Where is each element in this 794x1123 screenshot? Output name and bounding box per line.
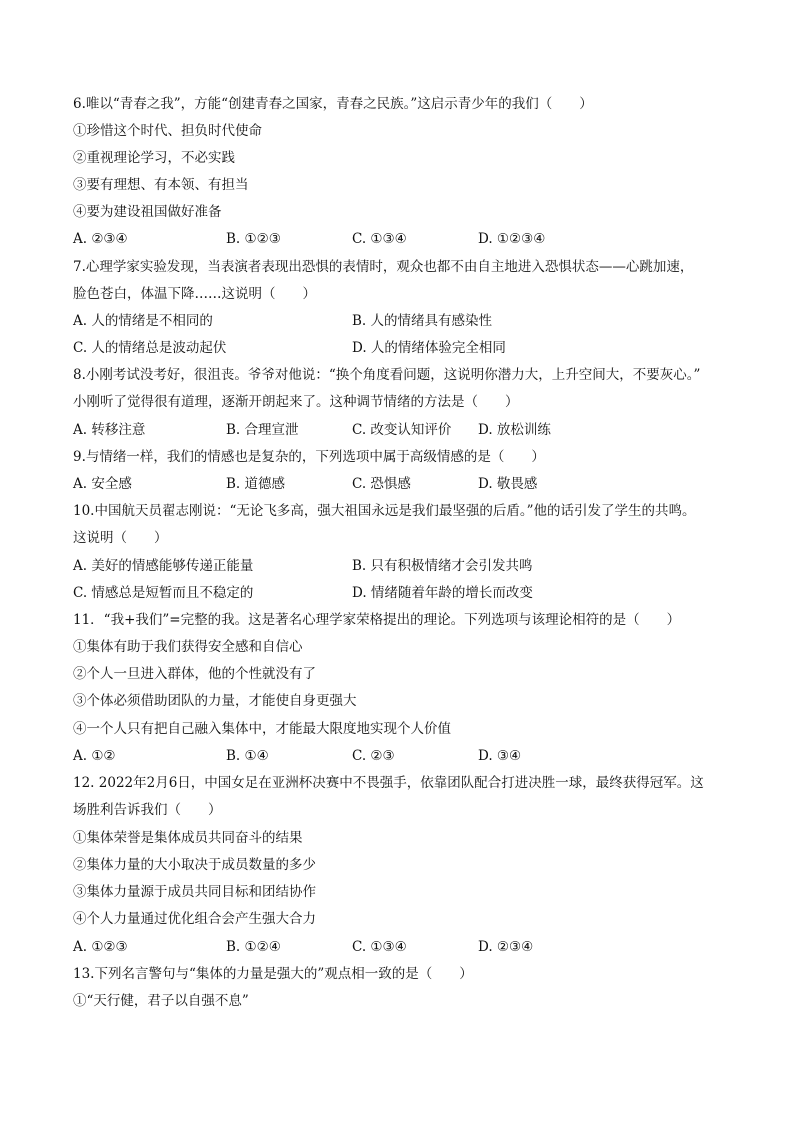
- question-6-option-b: B. ①②③: [226, 231, 281, 247]
- question-6-item-4: ④要为建设祖国做好准备: [73, 204, 222, 220]
- question-12-option-b: B. ①②④: [226, 939, 281, 955]
- question-6-item-3: ③要有理想、有本领、有担当: [73, 177, 249, 193]
- question-8-stem-line-1: 8.小刚考试没考好，很沮丧。爷爷对他说：“换个角度看问题，这说明你潜力大，上升空间大，不要灰心。”: [73, 367, 701, 383]
- question-12-stem-line-1: 12. 2022年2月6日，中国女足在亚洲杯决赛中不畏强手，依靠团队配合打进决胜一球，最终获得冠军。这: [73, 775, 704, 791]
- question-10-option-b: B. 只有积极情绪才会引发共鸣: [352, 558, 533, 574]
- question-13-item-1: ①“天行健，君子以自强不息”: [73, 993, 249, 1009]
- question-7-option-b: B. 人的情绪具有感染性: [352, 313, 493, 329]
- question-7-option-a: A. 人的情绪是不相同的: [73, 313, 213, 329]
- question-12-item-4: ④个人力量通过优化组合会产生强大合力: [73, 911, 316, 927]
- question-11-item-3: ③个体必须借助团队的力量，才能使自身更强大: [73, 693, 357, 709]
- question-11-item-2: ②个人一旦进入群体，他的个性就没有了: [73, 666, 316, 682]
- question-8-option-a: A. 转移注意: [73, 422, 146, 438]
- question-7-option-d: D. 人的情绪体验完全相同: [352, 340, 506, 356]
- question-6-option-c: C. ①③④: [352, 231, 407, 247]
- question-6-item-2: ②重视理论学习，不必实践: [73, 150, 235, 166]
- question-8-option-d: D. 放松训练: [478, 422, 551, 438]
- question-13-stem: 13.下列名言警句与“集体的力量是强大的”观点相一致的是（ ）: [73, 966, 473, 982]
- question-12-item-1: ①集体荣誉是集体成员共同奋斗的结果: [73, 830, 303, 846]
- question-8-stem-line-2: 小刚听了觉得很有道理，逐渐开朗起来了。这种调节情绪的方法是（ ）: [73, 394, 519, 410]
- question-10-option-d: D. 情绪随着年龄的增长而改变: [352, 585, 533, 601]
- question-12-option-a: A. ①②③: [73, 939, 128, 955]
- question-12-stem-line-2: 场胜利告诉我们（ ）: [73, 802, 222, 818]
- question-11-option-d: D. ③④: [478, 748, 522, 764]
- question-10-stem-line-1: 10.中国航天员翟志刚说：“无论飞多高，强大祖国永远是我们最坚强的后盾。”他的话引发了学生的共鸣。: [73, 503, 696, 519]
- question-11-stem: 11．“我+我们”=完整的我。这是著名心理学家荣格提出的理论。下列选项与该理论相符的是（ ）: [73, 612, 681, 628]
- question-9-option-d: D. 敬畏感: [478, 476, 538, 492]
- question-8-option-c: C. 改变认知评价: [352, 422, 452, 438]
- question-11-item-4: ④一个人只有把自己融入集体中，才能最大限度地实现个人价值: [73, 721, 451, 737]
- question-6-option-d: D. ①②③④: [478, 231, 546, 247]
- question-8-option-b: B. 合理宣泄: [226, 422, 299, 438]
- question-10-option-a: A. 美好的情感能够传递正能量: [73, 558, 254, 574]
- question-11-option-c: C. ②③: [352, 748, 395, 764]
- question-9-option-c: C. 恐惧感: [352, 476, 411, 492]
- question-12-item-3: ③集体力量源于成员共同目标和团结协作: [73, 884, 316, 900]
- question-11-option-b: B. ①④: [226, 748, 269, 764]
- question-11-item-1: ①集体有助于我们获得安全感和自信心: [73, 639, 303, 655]
- question-11-option-a: A. ①②: [73, 748, 116, 764]
- question-6-item-1: ①珍惜这个时代、担负时代使命: [73, 123, 262, 139]
- question-7-stem-line-1: 7.心理学家实验发现，当表演者表现出恐惧的表情时，观众也都不由自主地进入恐惧状态——心跳加速，: [73, 259, 694, 275]
- question-12-item-2: ②集体力量的大小取决于成员数量的多少: [73, 857, 316, 873]
- question-9-stem: 9.与情绪一样，我们的情感也是复杂的，下列选项中属于高级情感的是（ ）: [73, 449, 545, 465]
- question-10-option-c: C. 情感总是短暂而且不稳定的: [73, 585, 254, 601]
- question-10-stem-line-2: 这说明（ ）: [73, 530, 168, 546]
- question-9-option-a: A. 安全感: [73, 476, 132, 492]
- question-12-option-d: D. ②③④: [478, 939, 534, 955]
- question-9-option-b: B. 道德感: [226, 476, 286, 492]
- question-7-option-c: C. 人的情绪总是波动起伏: [73, 340, 227, 356]
- question-6-stem: 6.唯以“青春之我”，方能“创建青春之国家，青春之民族。”这启示青少年的我们（ ）: [73, 96, 593, 112]
- question-6-option-a: A. ②③④: [73, 231, 128, 247]
- question-12-option-c: C. ①③④: [352, 939, 407, 955]
- question-7-stem-line-2: 脸色苍白，体温下降……这说明（ ）: [73, 286, 316, 302]
